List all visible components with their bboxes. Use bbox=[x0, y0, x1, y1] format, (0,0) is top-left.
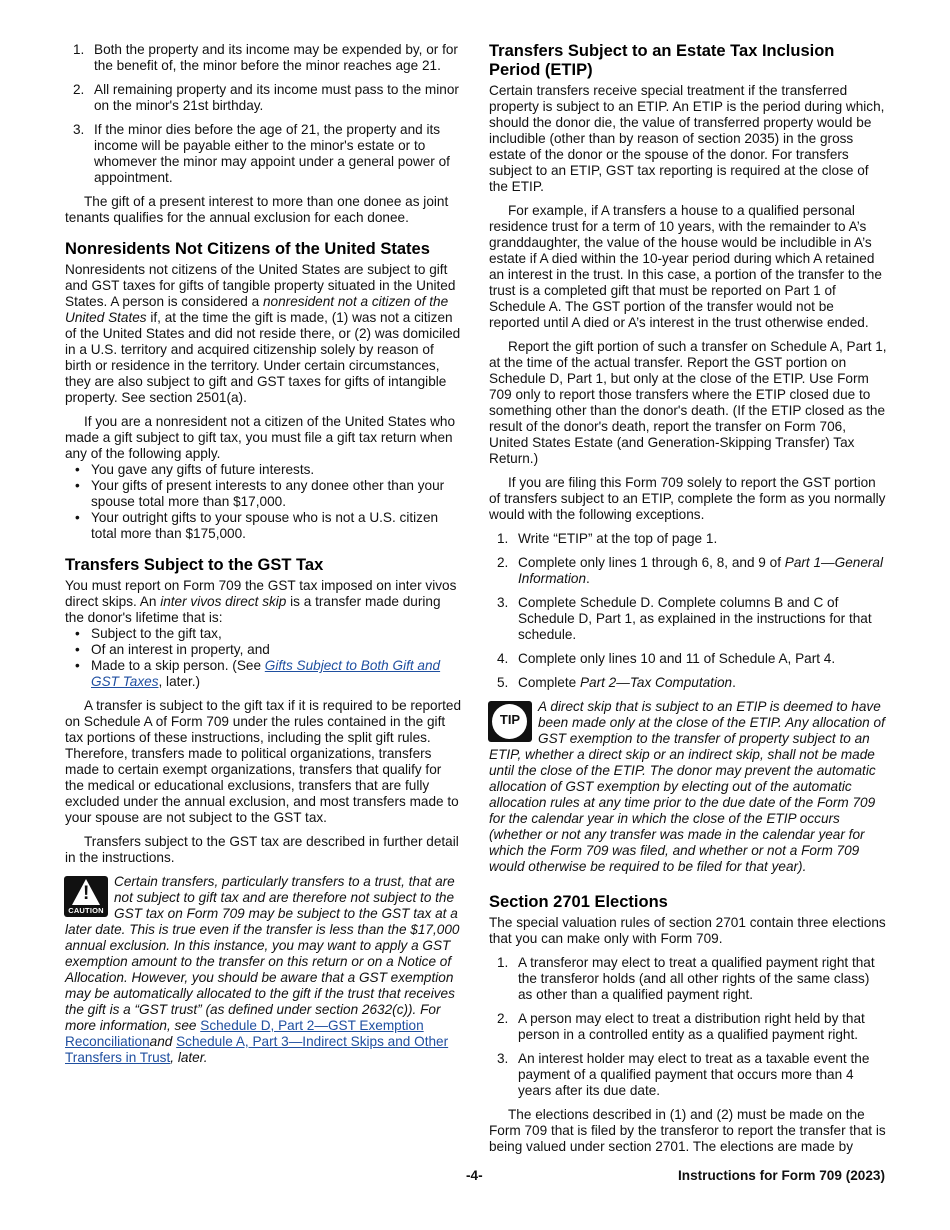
joint-tenants-paragraph: The gift of a present interest to more than one donee as joint tenants qualifies for the annual exclusion for each donee. bbox=[65, 194, 449, 225]
gst-bullet-list bbox=[65, 626, 463, 690]
etip-paragraph-1: Certain transfers receive special treatment if the transferred property is subject to an ETIP. An ETIP is the period during which, should the donor die, the value of transferred property would be includible (other than by reason of section 2035) in the gross estate of the donor or the spouse of the donor. For transfers subject to an ETIP, GST tax reporting is required at the close of the ETIP. bbox=[489, 83, 885, 194]
list-item: • Made to a skip person. (See Gifts Subject to Both Gift and GST Taxes, later.) bbox=[75, 658, 441, 689]
list-item: 2. All remaining property and its income must pass to the minor on the minor's 21st birthday. bbox=[73, 82, 459, 113]
section-2701-paragraph-1: The special valuation rules of section 2701 contain three elections that you can make only with Form 709. bbox=[489, 915, 886, 946]
bullet-icon: • bbox=[75, 658, 80, 673]
nonresidents-bullet-list bbox=[65, 462, 463, 542]
list-item: 3. If the minor dies before the age of 21, the property and its income will be payable either to the minor's estate or to whomever the minor may appoint under a general power of appointment. bbox=[73, 122, 450, 185]
etip-paragraph-4: If you are filing this Form 709 solely to report the GST portion of transfers subject to an ETIP, complete the form as you normally would with the following exceptions. bbox=[489, 475, 886, 522]
tip-note: TIP A direct skip that is subject to an ETIP is deemed to have been made only at the close of the ETIP. Any allocation of GST exemption to the transfer of property subject to an ETIP, whether a direct skip or an indirect skip, shall not be made until the close of the ETIP. The donor may prevent the automatic allocation of GST exemption by electing out of the automatic allocation rules at any time prior to the due date of the Form 709 for the calendar year in which the close of the ETIP occurs (whether or not any transfer was made in the calendar year for which the Form 709 was filed, and whether or not a Form 709 would otherwise be required to be filed for that year). bbox=[489, 699, 885, 874]
list-item: 4. Complete only lines 10 and 11 of Schedule A, Part 4. bbox=[497, 651, 836, 666]
gst-paragraph-3: Transfers subject to the GST tax are described in further detail in the instructions. bbox=[65, 834, 459, 865]
etip-heading: Transfers Subject to an Estate Tax Inclusion Period (ETIP) bbox=[489, 42, 835, 79]
list-item: • Of an interest in property, and bbox=[75, 642, 270, 657]
section-2701-elections-list bbox=[489, 955, 887, 1099]
nonresidents-paragraph-1: Nonresidents not citizens of the United States are subject to gift and GST taxes for gifts of tangible property situated in the United States. A person is considered a nonresident not a citizen of the United States if, at the time the gift is made, (1) was not a citizen of the United States and did not reside there, or (2) was domiciled in a U.S. territory and acquired citizenship solely by reason of birth or residence in the territory. Under certain circumstances, they are also subject to gift and GST taxes for gifts of intangible property. See section 2501(a). bbox=[65, 262, 461, 405]
gst-tax-heading: Transfers Subject to the GST Tax bbox=[65, 556, 324, 574]
etip-paragraph-3: Report the gift portion of such a transfer on Schedule A, Part 1, at the time of the actual transfer. Report the GST portion on Schedule D, Part 1, but only at the close of the ETIP. Use Form 709 only to report those transfers where the ETIP closed due to something other than the donor's death. (If the ETIP closed as the result of the donor's death, report the transfer on Form 706, United States Estate (and Generation-Skipping Transfer) Tax Return.) bbox=[489, 339, 887, 466]
list-item: 3. An interest holder may elect to treat as a taxable event the payment of a qualified payment that occurs more than 4 years after its due date. bbox=[497, 1051, 870, 1098]
bullet-icon: • bbox=[75, 626, 80, 641]
tip-label: TIP bbox=[499, 712, 521, 727]
list-item: 3. Complete Schedule D. Complete columns B and C of Schedule D, Part 1, as explained in the instructions for that schedule. bbox=[497, 595, 872, 642]
nonresidents-paragraph-2: If you are a nonresident not a citizen of the United States who made a gift subject to gift tax, you must file a gift tax return when any of the following apply. bbox=[65, 414, 456, 461]
caution-label: CAUTION bbox=[68, 906, 104, 915]
list-item: 1. A transferor may elect to treat a qualified payment right that the transferor holds (and all other rights of the same class) as other than a qualified payment right. bbox=[497, 955, 875, 1002]
list-item: 1. Write “ETIP” at the top of page 1. bbox=[497, 531, 718, 546]
right-column bbox=[489, 42, 887, 1163]
etip-paragraph-2: For example, if A transfers a house to a qualified personal residence trust for a term of 10 years, with the remainder to A’s granddaughter, the value of the house would be includible in A’s estate if A died within the 10-year period during which A retained an interest in the trust. In this case, a portion of the transfer to the trust is a completed gift that must be reported on Part 1 of Schedule A. The GST portion of the transfer would not be reported until A died or A’s interest in the trust otherwise ended. bbox=[489, 203, 882, 330]
caution-icon: ! CAUTION bbox=[64, 876, 108, 917]
nonresidents-heading: Nonresidents Not Citizens of the United States bbox=[65, 240, 430, 258]
list-item: 2. A person may elect to treat a distribution right held by that person in a controlled entity as a qualified payment right. bbox=[497, 1011, 865, 1042]
gst-paragraph-1: You must report on Form 709 the GST tax imposed on inter vivos direct skips. An inter vivos direct skip is a transfer made during the donor's lifetime that is: bbox=[65, 578, 457, 625]
bullet-icon: • bbox=[75, 462, 80, 477]
document-title: Instructions for Form 709 (2023) bbox=[678, 1168, 885, 1183]
page-number: -4- bbox=[466, 1168, 483, 1183]
list-item: 5. Complete Part 2—Tax Computation. bbox=[497, 675, 736, 690]
list-item: • Subject to the gift tax, bbox=[75, 626, 222, 641]
tip-icon bbox=[488, 701, 532, 742]
list-item: • You gave any gifts of future interests. bbox=[75, 462, 315, 477]
schedule-d-part-2-link[interactable]: Schedule D, Part 2—GST Exemption Reconciliation bbox=[65, 1018, 424, 1049]
gifts-subject-to-both-link[interactable]: Gifts Subject to Both Gift and GST Taxes bbox=[91, 658, 441, 689]
etip-exceptions-list bbox=[489, 531, 887, 691]
section-2701-paragraph-2: The elections described in (1) and (2) must be made on the Form 709 that is filed by the transferor to report the transfer that is being valued under section 2701. The elections are made by bbox=[489, 1107, 886, 1154]
bullet-icon: • bbox=[75, 642, 80, 657]
list-item: 1. Both the property and its income may be expended by, or for the benefit of, the minor before the minor reaches age 21. bbox=[73, 42, 458, 73]
bullet-icon: • bbox=[75, 510, 80, 525]
section-2701-heading: Section 2701 Elections bbox=[489, 893, 668, 911]
caution-note: ! CAUTION Certain transfers, particularly transfers to a trust, that are not subject to gift tax and are therefore not subject to the GST tax on Form 709 may be subject to the GST tax at a later date. This is true even if the transfer is less than the $17,000 annual exclusion. In this instance, you may want to apply a GST exemption amount to the transfer on this return or on a Notice of Allocation. However, you should be aware that a GST exemption may be automatically allocated to the gift if the trust that receives the gift is a “GST trust” (as defined under section 2632(c)). For more information, see Schedule D, Part 2—GST Exemption Reconciliationand Schedule A, Part 3—Indirect Skips and Other Transfers in Trust, later. bbox=[65, 874, 460, 1065]
left-column bbox=[65, 42, 463, 1074]
schedule-a-part-3-link[interactable]: Schedule A, Part 3—Indirect Skips and Other Transfers in Trust bbox=[65, 1034, 449, 1065]
bullet-icon: • bbox=[75, 478, 80, 493]
gst-paragraph-2: A transfer is subject to the gift tax if it is required to be reported on Schedule A of Form 709 under the rules contained in the gift tax portions of these instructions, including the split gift rules. Therefore, transfers made to political organizations, transfers made to certain exempt organizations, transfers that qualify for the medical or educational exclusions, transfers that are fully excluded under the annual exclusion, and most transfers made to your spouse are not subject to the GST tax. bbox=[65, 698, 462, 825]
list-item: 2. Complete only lines 1 through 6, 8, and 9 of Part 1—General Information. bbox=[497, 555, 883, 586]
list-item: • Your outright gifts to your spouse who is not a U.S. citizen total more than $175,000. bbox=[75, 510, 439, 541]
minor-conditions-list bbox=[65, 42, 463, 186]
list-item: • Your gifts of present interests to any donee other than your spouse total more than $17,000. bbox=[75, 478, 445, 509]
